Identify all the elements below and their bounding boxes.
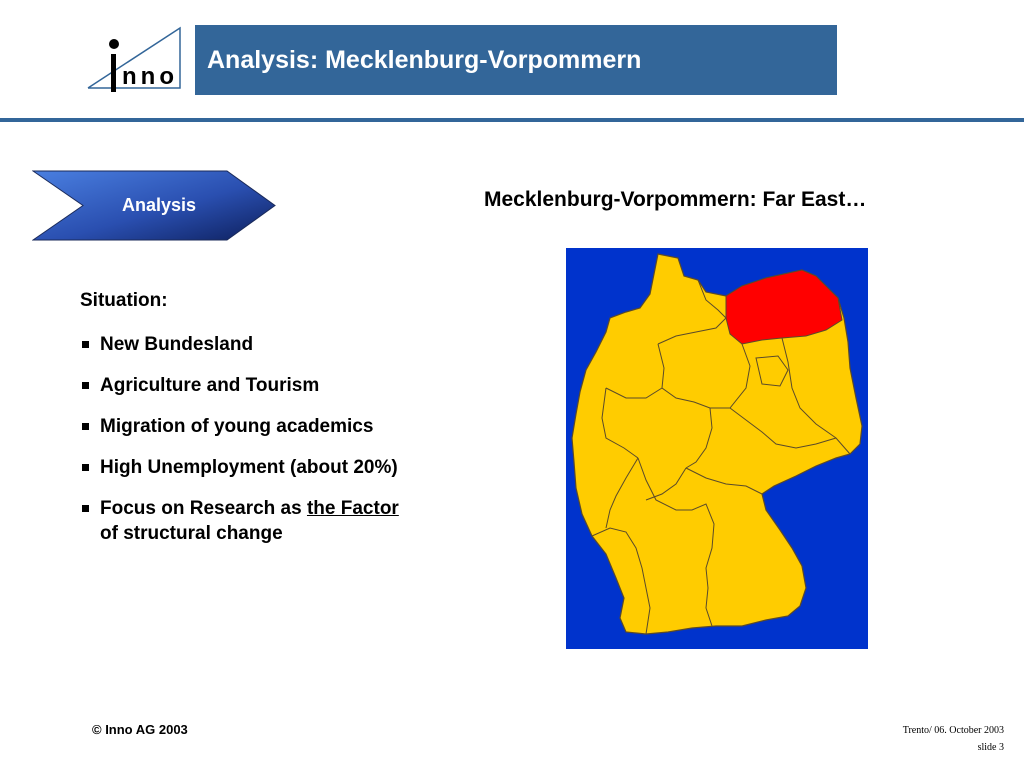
footer-meta (903, 722, 1004, 756)
square-bullet-icon (82, 505, 89, 512)
square-bullet-icon (82, 423, 89, 430)
logo-text: nno (122, 63, 178, 90)
bullet-item: Agriculture and Tourism (80, 373, 480, 398)
place-date-text: Trento/ 06. October 2003 (902, 725, 1004, 736)
situation-heading: Situation: (80, 290, 168, 311)
bullet-item: High Unemployment (about 20%) (80, 455, 480, 480)
header-divider (0, 118, 1024, 122)
square-bullet-icon (82, 341, 89, 348)
title-bar (195, 25, 837, 95)
bullet-item: Focus on Research as the Factor of structural change (80, 496, 480, 546)
square-bullet-icon (82, 382, 89, 389)
square-bullet-icon (82, 464, 89, 471)
section-tag-label: Analysis (121, 195, 197, 215)
map-title: Mecklenburg-Vorpommern: Far East… (484, 188, 867, 211)
emphasis-text: the Factor (306, 498, 399, 519)
slide-title: Analysis: Mecklenburg-Vorpommern (207, 45, 642, 74)
bullet-list (80, 332, 480, 546)
germany-states-map (566, 248, 868, 649)
bullet-item: Migration of young academics (80, 414, 480, 439)
bullet-item: New Bundesland (80, 332, 480, 357)
situation-content (80, 290, 480, 562)
slide-number: slide 3 (977, 742, 1004, 753)
inno-logo-icon (86, 26, 182, 98)
copyright-text: © Inno AG 2003 (92, 722, 188, 737)
